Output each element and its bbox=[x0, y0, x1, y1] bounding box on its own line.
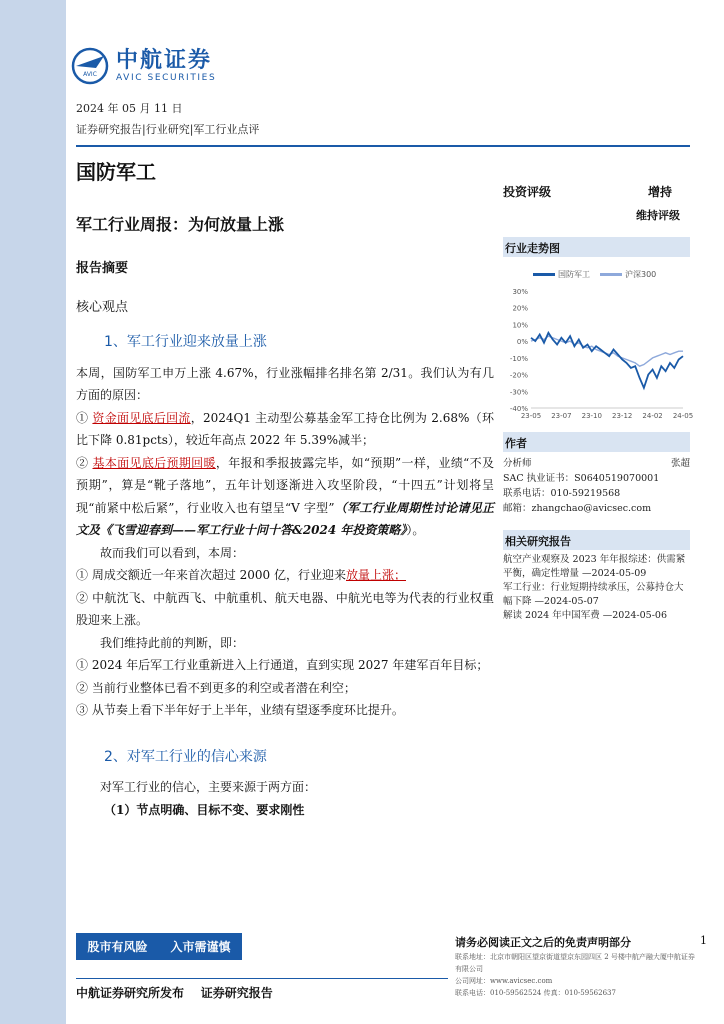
y-tick-label: -10% bbox=[509, 354, 528, 363]
related-item[interactable]: 军工行业：行业短期持续承压，公募持仓大幅下降 —2024-05-07 bbox=[503, 582, 684, 607]
y-tick-label: 20% bbox=[512, 304, 528, 313]
chart-svg bbox=[503, 263, 694, 423]
bullet-6: ② 当前行业整体已看不到更多的利空或者潜在利空； bbox=[76, 680, 356, 695]
breadcrumb: 证券研究报告|行业研究|军工行业点评 bbox=[76, 123, 260, 136]
analyst-sac: SAC 执业证书：S0640519070001 bbox=[503, 473, 660, 484]
main-content bbox=[76, 258, 494, 821]
trend-chart bbox=[503, 263, 694, 423]
related-item[interactable]: 航空产业观察及 2023 年年报综述：供需紧平衡，确定性增量 —2024-05-09 bbox=[503, 554, 686, 579]
analyst-email[interactable]: 邮箱：zhangchao@avicsec.com bbox=[503, 503, 652, 514]
sidebar-strip bbox=[0, 0, 66, 1024]
rating-value: 增持 bbox=[648, 185, 673, 199]
chart-header: 行业走势图 bbox=[503, 237, 690, 257]
footer-phone: 联系电话：010-59562524 传真：010-59562637 bbox=[455, 989, 616, 997]
brand-name-en: AVIC SECURITIES bbox=[116, 73, 217, 83]
paragraph-3: 我们维持此前的判断，即： bbox=[100, 635, 245, 650]
analyst-header: 作者 bbox=[503, 432, 690, 452]
x-tick-label: 24-05 bbox=[672, 412, 694, 420]
publisher-name: 中航证券研究所发布 bbox=[76, 986, 185, 1000]
core-heading: 核心观点 bbox=[76, 299, 129, 315]
legend-item-1 bbox=[533, 269, 590, 280]
x-tick-label: 23-05 bbox=[520, 412, 542, 420]
brand-name-cn: 中航证券 bbox=[116, 48, 213, 73]
footer-disclaimer: 请务必阅读正文之后的免责声明部分 bbox=[455, 936, 631, 949]
x-tick-label: 24-02 bbox=[642, 412, 663, 420]
bullet-2-text: ，年报和季报披露完毕，如“预期”一样，业绩“不及预期”，算是“靴子落地”，五年计划逐渐进入攻坚阶段，“十四五”计划将呈现“前紧中松后紧”，行业收入也有望呈“V 字型” bbox=[76, 455, 494, 515]
report-title: 军工行业周报：为何放量上涨 bbox=[76, 215, 285, 234]
y-tick-label: -20% bbox=[509, 371, 528, 380]
y-tick-label: 0% bbox=[516, 338, 528, 347]
paragraph-2: 故而我们可以看到，本周： bbox=[100, 545, 245, 560]
bullet-3-text: ① 周成交额近一年来首次超过 2000 亿，行业迎来 bbox=[76, 568, 346, 582]
risk-banner bbox=[76, 933, 242, 960]
bullet-2-highlight: 基本面见底后预期回暖 bbox=[92, 455, 216, 470]
series-line bbox=[531, 333, 683, 388]
logo-mark-text: AVIC bbox=[83, 71, 97, 78]
footer-address: 联系地址：北京市朝阳区望京街道望京东园四区 2 号楼中航产融大厦中航证券有限公司 bbox=[455, 953, 695, 973]
sub-heading-1: （1）节点明确、目标不变、要求刚性 bbox=[104, 802, 305, 817]
report-type: 证券研究报告 bbox=[200, 986, 273, 1000]
bullet-3 bbox=[76, 564, 494, 587]
section-title-1: 1、军工行业迎来放量上涨 bbox=[104, 334, 267, 350]
industry-title: 国防军工 bbox=[76, 160, 156, 184]
related-header: 相关研究报告 bbox=[503, 530, 690, 550]
bullet-5: ① 2024 年后军工行业重新进入上行通道，直到实现 2027 年建军百年目标； bbox=[76, 658, 489, 672]
report-date: 2024 年 05 月 11 日 bbox=[76, 102, 183, 115]
analyst-role: 分析师 bbox=[503, 458, 532, 469]
x-tick-label: 23-12 bbox=[612, 412, 633, 420]
bullet-2-num: ② bbox=[76, 455, 89, 470]
bullet-3-highlight: 放量上涨； bbox=[345, 568, 406, 582]
y-tick-label: -30% bbox=[509, 388, 528, 397]
y-tick-label: 10% bbox=[512, 321, 528, 330]
rating-sub: 维持评级 bbox=[636, 209, 680, 222]
risk-text-2: 入市需谨慎 bbox=[170, 940, 231, 954]
bullet-1-text: ，2024Q1 主动型公募基金军工持仓比例为 2.68%（环比下降 0.81pcts），较近年高点 2022 年 5.39%减半； bbox=[76, 410, 494, 447]
related-item[interactable]: 解读 2024 年中国军费 —2024-05-06 bbox=[503, 610, 668, 621]
analyst-info bbox=[503, 456, 690, 516]
chart-legend bbox=[533, 269, 656, 280]
analyst-name: 张超 bbox=[670, 458, 690, 469]
y-tick-label: -40% bbox=[509, 405, 528, 413]
bullet-1 bbox=[76, 407, 494, 452]
related-reports bbox=[503, 553, 690, 623]
avic-logo-icon bbox=[70, 46, 110, 86]
bullet-7: ③ 从节奏上看下半年好于上半年，业绩有望逐季度环比提升。 bbox=[76, 703, 404, 717]
legend-item-2 bbox=[600, 269, 656, 280]
footer-publisher bbox=[76, 984, 273, 1001]
paragraph-1: 本周，国防军工申万上涨 4.67%，行业涨幅排名排名第 2/31。我们认为有几方面的原因： bbox=[76, 365, 494, 402]
bullet-1-num: ① bbox=[76, 410, 89, 425]
company-logo bbox=[70, 44, 216, 88]
rating-label: 投资评级 bbox=[503, 185, 552, 199]
summary-heading: 报告摘要 bbox=[76, 261, 129, 276]
top-rule bbox=[76, 145, 690, 147]
bullet-2-end: ）。 bbox=[406, 523, 425, 537]
footer-website[interactable]: 公司网址：www.avicsec.com bbox=[455, 977, 553, 985]
bullet-4: ② 中航沈飞、中航西飞、中航重机、航天电器、中航光电等为代表的行业权重股迎来上涨。 bbox=[76, 590, 494, 627]
legend-label-1: 国防军工 bbox=[558, 270, 590, 279]
legend-label-2: 沪深300 bbox=[625, 270, 657, 279]
bottom-rule bbox=[76, 978, 448, 979]
page-number: 1 bbox=[700, 934, 707, 947]
analyst-phone: 联系电话：010-59219568 bbox=[503, 488, 621, 499]
bullet-1-highlight: 资金面见底后回流 bbox=[92, 410, 191, 425]
bullet-2 bbox=[76, 452, 494, 542]
section-title-2: 2、对军工行业的信心来源 bbox=[104, 748, 267, 765]
bullet-2-reference: （军工行业周期性讨论请见正文及《飞雪迎春到——军工行业十问十答&2024 年投资策略》 bbox=[76, 500, 494, 537]
risk-text-1: 股市有风险 bbox=[87, 940, 148, 954]
x-tick-label: 23-07 bbox=[551, 412, 572, 420]
paragraph-4: 对军工行业的信心，主要来源于两方面： bbox=[100, 780, 317, 794]
y-tick-label: 30% bbox=[512, 288, 528, 296]
footer-contact bbox=[455, 951, 695, 999]
x-tick-label: 23-10 bbox=[581, 412, 602, 420]
